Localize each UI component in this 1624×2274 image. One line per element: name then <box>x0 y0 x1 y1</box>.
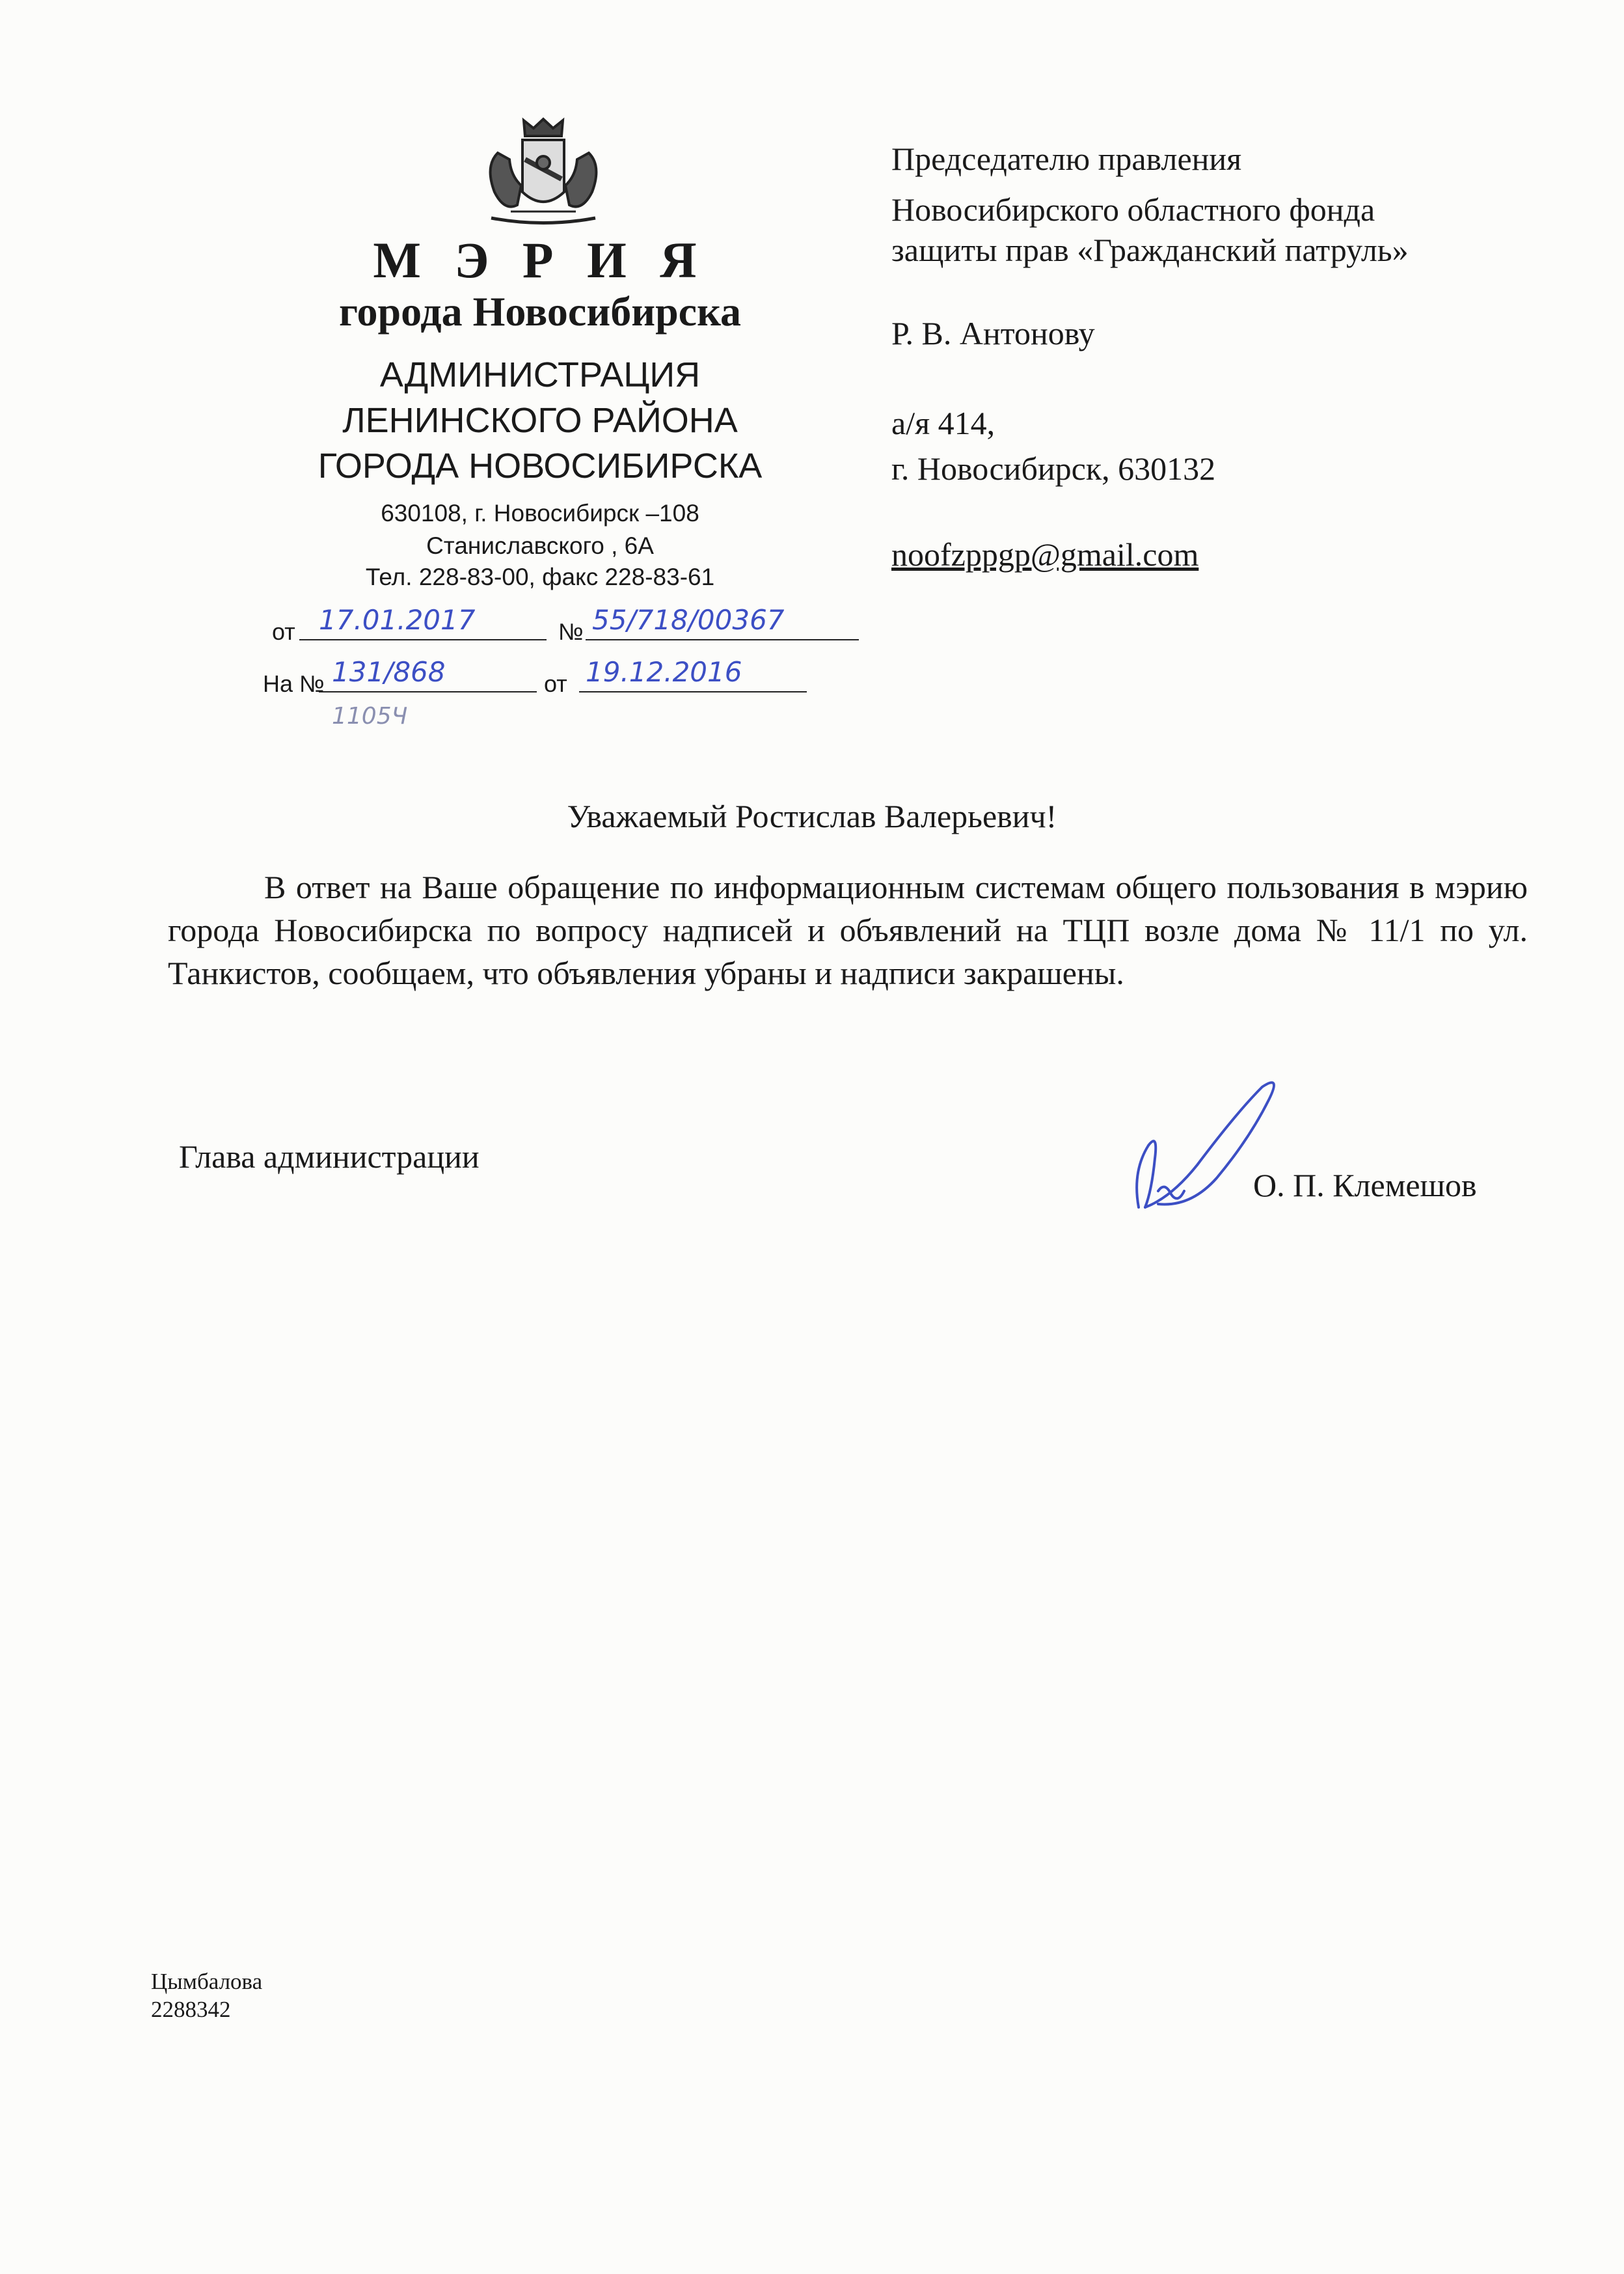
executor-name: Цымбалова <box>151 1969 263 1994</box>
admin-line-1: АДМИНИСТРАЦИЯ <box>379 355 701 394</box>
phone-fax-line: Тел. 228-83-00, факс 228-83-61 <box>365 564 715 590</box>
recipient-name: Р. В. Антонову <box>891 315 1095 351</box>
city-title: города Новосибирска <box>339 288 741 335</box>
date-field <box>299 604 547 640</box>
admin-line-2: ЛЕНИНСКОГО РАЙОНА <box>342 401 738 440</box>
salutation: Уважаемый Ростислав Валерьевич! <box>567 798 1057 834</box>
reply-label: На № <box>263 670 325 697</box>
reply-number-value: 131/868 <box>332 656 446 688</box>
letter-body: В ответ на Ваше обращение по информационным системам общего пользования в мэрию города Новосибирска по вопросу надписей и объявлений на ТЦП возле дома № 11/1 по ул. Танкистов, сообщаем, что объявления убраны и надписи закрашены. <box>168 869 1528 991</box>
number-label: № <box>558 618 584 645</box>
recipient-city: г. Новосибирск, 630132 <box>891 450 1216 487</box>
signer-name: О. П. Клемешов <box>1253 1167 1477 1203</box>
reply-from-label: от <box>544 670 567 697</box>
admin-line-3: ГОРОДА НОВОСИБИРСКА <box>318 446 763 486</box>
date-value: 17.01.2017 <box>319 604 476 636</box>
recipient-po-box: а/я 414, <box>891 405 995 441</box>
executor-phone: 2288342 <box>151 1997 231 2022</box>
address-line-1: 630108, г. Новосибирск –108 <box>381 500 699 527</box>
recipient-line-3: защиты прав «Гражданский патруль» <box>891 232 1409 268</box>
recipient-email[interactable]: noofzppgp@gmail.com <box>891 536 1199 573</box>
address-line-2: Станиславского , 6А <box>426 532 654 559</box>
reply-date-value: 19.12.2016 <box>586 656 742 688</box>
mayor-title: М Э Р И Я <box>373 232 707 288</box>
coat-of-arms-icon <box>472 114 615 238</box>
number-field <box>586 604 859 640</box>
recipient-line-2: Новосибирского областного фонда <box>891 191 1375 228</box>
handwritten-note: 1105Ч <box>332 703 408 730</box>
recipient-line-1: Председателю правления <box>891 141 1242 177</box>
reply-date-field <box>579 656 807 692</box>
from-label: от <box>272 618 295 645</box>
reply-number-field <box>319 656 537 692</box>
signer-position: Глава администрации <box>179 1138 480 1175</box>
number-value: 55/718/00367 <box>592 604 785 636</box>
